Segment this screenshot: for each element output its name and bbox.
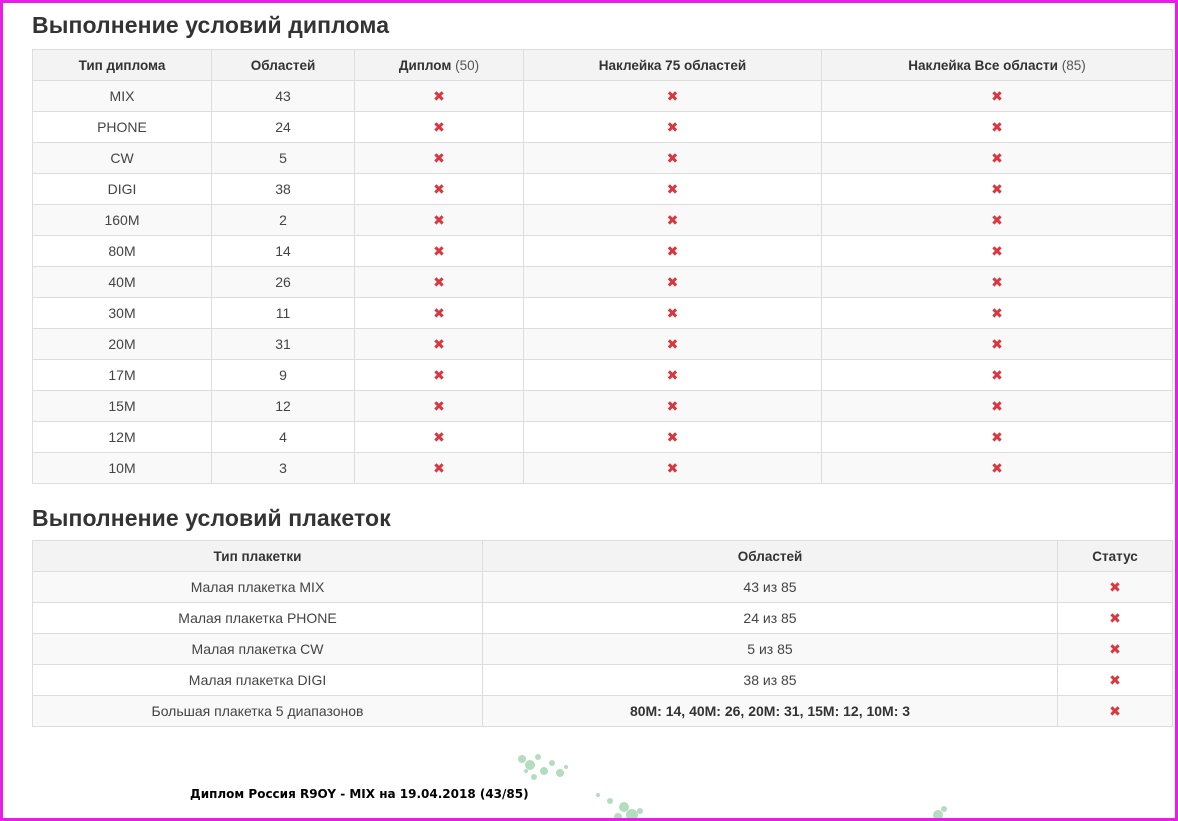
table-row (33, 665, 1173, 696)
table-row (33, 360, 1173, 391)
cross-icon: ✖ (991, 335, 1003, 352)
cross-icon: ✖ (433, 304, 445, 321)
regions-count-cell: 4 (212, 422, 355, 453)
sticker75-status-cell (524, 236, 822, 267)
sticker-all-status-cell (822, 298, 1173, 329)
table-row (33, 329, 1173, 360)
table-row (33, 112, 1173, 143)
cross-icon: ✖ (666, 397, 679, 414)
diploma-table-header (33, 50, 1173, 81)
header-plaque-type: Тип плакетки (33, 541, 483, 572)
cross-icon: ✖ (433, 273, 445, 290)
cross-icon: ✖ (1109, 671, 1121, 688)
table-row (33, 453, 1173, 484)
table-row (33, 391, 1173, 422)
diploma-status-cell (355, 112, 524, 143)
diploma-type-cell: 15M (33, 391, 212, 422)
diploma-type-cell: 10M (33, 453, 212, 484)
diploma-status-cell (355, 81, 524, 112)
cross-icon: ✖ (1109, 702, 1121, 719)
diploma-type-cell: PHONE (33, 112, 212, 143)
diploma-type-cell: 80M (33, 236, 212, 267)
cross-icon: ✖ (991, 397, 1003, 414)
diploma-type-cell: 40M (33, 267, 212, 298)
plaque-type-cell: Большая плакетка 5 диапазонов (33, 696, 483, 727)
header-sticker-all-count: (85) (1061, 57, 1086, 73)
diploma-type-cell: 12M (33, 422, 212, 453)
sticker-all-status-cell (822, 329, 1173, 360)
cross-icon: ✖ (666, 149, 679, 166)
sticker75-status-cell (524, 360, 822, 391)
cross-icon: ✖ (433, 149, 445, 166)
sticker-all-status-cell (822, 422, 1173, 453)
cross-icon: ✖ (991, 118, 1003, 135)
cross-icon: ✖ (991, 242, 1003, 259)
regions-count-cell: 26 (212, 267, 355, 298)
cross-icon: ✖ (1109, 578, 1121, 595)
regions-count-cell: 14 (212, 236, 355, 267)
sticker-all-status-cell (822, 205, 1173, 236)
table-row (33, 205, 1173, 236)
sticker75-status-cell (524, 329, 822, 360)
plaque-regions-cell: 43 из 85 (483, 572, 1058, 603)
sticker75-status-cell (524, 205, 822, 236)
plaque-type-cell: Малая плакетка CW (33, 634, 483, 665)
sticker-all-status-cell (822, 236, 1173, 267)
cross-icon: ✖ (1109, 640, 1121, 657)
cross-icon: ✖ (433, 335, 445, 352)
diploma-type-cell: DIGI (33, 174, 212, 205)
cross-icon: ✖ (433, 242, 445, 259)
cross-icon: ✖ (433, 366, 445, 383)
cross-icon: ✖ (666, 428, 679, 445)
header-plaque-status: Статус (1058, 541, 1173, 572)
diploma-status-cell (355, 329, 524, 360)
cross-icon: ✖ (666, 118, 679, 135)
cross-icon: ✖ (433, 397, 445, 414)
diploma-status-cell (355, 267, 524, 298)
cross-icon: ✖ (991, 180, 1003, 197)
diploma-type-cell: 30M (33, 298, 212, 329)
regions-count-cell: 2 (212, 205, 355, 236)
header-sticker-all-label: Наклейка Все области (908, 57, 1058, 73)
sticker75-status-cell (524, 391, 822, 422)
sticker75-status-cell (524, 453, 822, 484)
cross-icon: ✖ (991, 211, 1003, 228)
regions-count-cell: 38 (212, 174, 355, 205)
regions-count-cell: 5 (212, 143, 355, 174)
map-fragment-image (500, 745, 960, 821)
plaque-status-cell (1058, 634, 1173, 665)
cross-icon: ✖ (433, 118, 445, 135)
cross-icon: ✖ (991, 304, 1003, 321)
plaques-section-title: Выполнение условий плакеток (32, 505, 391, 531)
cross-icon: ✖ (433, 180, 445, 197)
table-row (33, 634, 1173, 665)
plaque-type-cell: Малая плакетка MIX (33, 572, 483, 603)
cross-icon: ✖ (433, 211, 445, 228)
cross-icon: ✖ (666, 273, 679, 290)
cross-icon: ✖ (433, 428, 445, 445)
sticker75-status-cell (524, 174, 822, 205)
sticker-all-status-cell (822, 360, 1173, 391)
plaques-table (32, 540, 1173, 727)
diploma-status-cell (355, 298, 524, 329)
header-diploma (355, 50, 524, 81)
table-row (33, 174, 1173, 205)
cross-icon: ✖ (666, 242, 679, 259)
regions-count-cell: 12 (212, 391, 355, 422)
sticker75-status-cell (524, 143, 822, 174)
cross-icon: ✖ (666, 87, 679, 104)
diploma-status-cell (355, 236, 524, 267)
table-row (33, 572, 1173, 603)
sticker75-status-cell (524, 267, 822, 298)
plaque-status-cell (1058, 603, 1173, 634)
diploma-type-cell: 17M (33, 360, 212, 391)
sticker75-status-cell (524, 81, 822, 112)
table-row (33, 143, 1173, 174)
cross-icon: ✖ (666, 180, 679, 197)
diploma-type-cell: MIX (33, 81, 212, 112)
sticker-all-status-cell (822, 453, 1173, 484)
cross-icon: ✖ (666, 304, 679, 321)
sticker-all-status-cell (822, 81, 1173, 112)
regions-count-cell: 3 (212, 453, 355, 484)
regions-count-cell: 9 (212, 360, 355, 391)
table-row (33, 696, 1173, 727)
diploma-status-cell (355, 205, 524, 236)
cross-icon: ✖ (991, 428, 1003, 445)
sticker75-status-cell (524, 112, 822, 143)
plaque-regions-cell: 80M: 14, 40M: 26, 20M: 31, 15M: 12, 10M: 3 (483, 696, 1058, 727)
plaque-regions-cell: 38 из 85 (483, 665, 1058, 696)
header-diploma-type: Тип диплома (33, 50, 212, 81)
sticker-all-status-cell (822, 143, 1173, 174)
plaque-status-cell (1058, 665, 1173, 696)
plaque-regions-cell: 5 из 85 (483, 634, 1058, 665)
diploma-section-title: Выполнение условий диплома (32, 12, 390, 38)
header-regions: Областей (212, 50, 355, 81)
plaque-status-cell (1058, 696, 1173, 727)
cross-icon: ✖ (1109, 609, 1121, 626)
regions-count-cell: 24 (212, 112, 355, 143)
diploma-type-cell: CW (33, 143, 212, 174)
header-sticker-all (822, 50, 1173, 81)
diploma-status-cell (355, 360, 524, 391)
cross-icon: ✖ (991, 459, 1003, 476)
plaque-status-cell (1058, 572, 1173, 603)
sticker75-status-cell (524, 422, 822, 453)
table-row (33, 298, 1173, 329)
table-row (33, 236, 1173, 267)
sticker-all-status-cell (822, 267, 1173, 298)
plaques-table-header (33, 541, 1173, 572)
cross-icon: ✖ (991, 273, 1003, 290)
cross-icon: ✖ (666, 211, 679, 228)
regions-count-cell: 11 (212, 298, 355, 329)
sticker-all-status-cell (822, 391, 1173, 422)
plaque-type-cell: Малая плакетка DIGI (33, 665, 483, 696)
header-diploma-label: Диплом (398, 57, 452, 73)
header-sticker-75: Наклейка 75 областей (524, 50, 822, 81)
table-row (33, 603, 1173, 634)
cross-icon: ✖ (991, 366, 1003, 383)
diploma-status-cell (355, 391, 524, 422)
cross-icon: ✖ (666, 335, 679, 352)
cross-icon: ✖ (666, 366, 679, 383)
cross-icon: ✖ (433, 87, 445, 104)
table-row (33, 422, 1173, 453)
diploma-status-cell (355, 422, 524, 453)
diploma-caption: Диплом Россия R9OY - MIX на 19.04.2018 (43/85) (190, 787, 529, 801)
diploma-status-cell (355, 174, 524, 205)
diploma-status-cell (355, 453, 524, 484)
cross-icon: ✖ (991, 149, 1003, 166)
sticker75-status-cell (524, 298, 822, 329)
regions-count-cell: 43 (212, 81, 355, 112)
table-row (33, 81, 1173, 112)
cross-icon: ✖ (666, 459, 679, 476)
cross-icon: ✖ (433, 459, 445, 476)
diploma-status-cell (355, 143, 524, 174)
header-plaque-regions: Областей (483, 541, 1058, 572)
diploma-type-cell: 160M (33, 205, 212, 236)
header-diploma-count: (50) (455, 57, 480, 73)
plaque-regions-cell: 24 из 85 (483, 603, 1058, 634)
regions-count-cell: 31 (212, 329, 355, 360)
sticker-all-status-cell (822, 174, 1173, 205)
table-row (33, 267, 1173, 298)
sticker-all-status-cell (822, 112, 1173, 143)
diploma-type-cell: 20M (33, 329, 212, 360)
diploma-table (32, 49, 1173, 484)
cross-icon: ✖ (991, 87, 1003, 104)
plaque-type-cell: Малая плакетка PHONE (33, 603, 483, 634)
